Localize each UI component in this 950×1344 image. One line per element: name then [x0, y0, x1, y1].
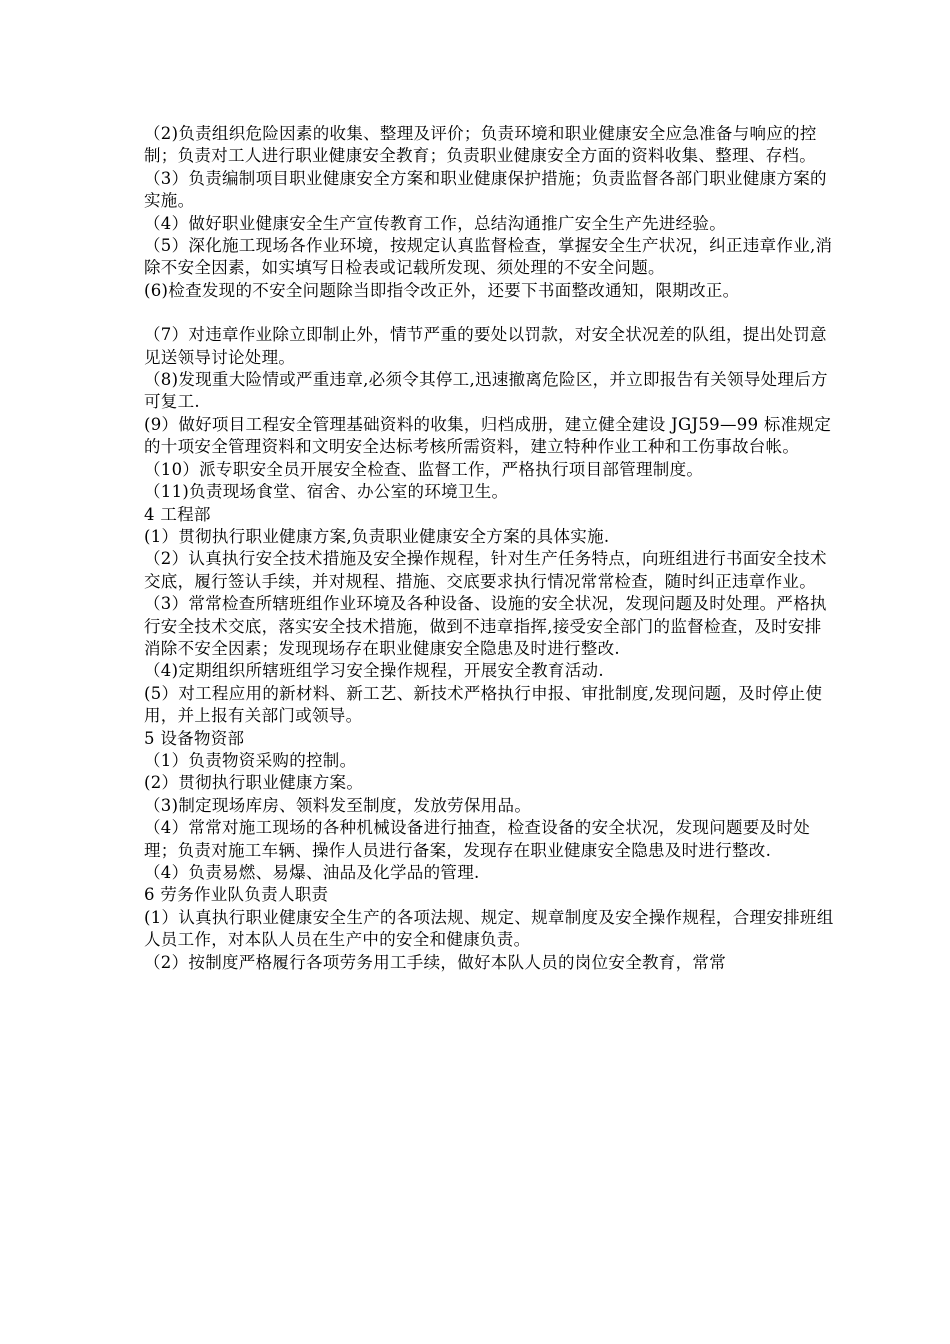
paragraph: （4）做好职业健康安全生产宣传教育工作，总结沟通推广安全生产先进经验。 [144, 213, 726, 233]
paragraph: （10）派专职安全员开展安全检查、监督工作，严格执行项目部管理制度。 [144, 459, 704, 479]
paragraph: （3）负责编制项目职业健康安全方案和职业健康保护措施；负责监督各部门职业健康方案的实施。 [144, 168, 827, 211]
document-body [144, 123, 834, 974]
section-heading: 5 设备物资部 [144, 728, 245, 748]
paragraph: （11)负责现场食堂、宿舍、办公室的环境卫生。 [144, 482, 509, 502]
paragraph: (9）做好项目工程安全管理基础资料的收集，归档成册，建立健全建设 JGJ59—99 标准规定的十项安全管理资料和文明安全达标考核所需资料，建立特种作业工种和工伤事故台帐。 [144, 414, 832, 457]
section-heading: 4 工程部 [144, 504, 211, 524]
paragraph: (1）贯彻执行职业健康方案,负责职业健康安全方案的具体实施. [144, 526, 610, 546]
paragraph: （4）常常对施工现场的各种机械设备进行抽查，检查设备的安全状况，发现问题要及时处理；负责对施工车辆、操作人员进行备案，发现存在职业健康安全隐患及时进行整改. [144, 818, 810, 860]
paragraph: (5）对工程应用的新材料、新工艺、新技术严格执行申报、审批制度,发现问题，及时停止使用，并上报有关部门或领导。 [144, 683, 823, 726]
paragraph: （5）深化施工现场各作业环境，按规定认真监督检查，掌握安全生产状况，纠正违章作业,消除不安全因素，如实填写日检表或记载所发现、须处理的不安全问题。 [144, 236, 833, 278]
paragraph: (2）贯彻执行职业健康方案。 [144, 773, 364, 793]
paragraph: （7）对违章作业除立即制止外，情节严重的要处以罚款，对安全状况差的队组，提出处罚意见送领导讨论处理。 [144, 325, 827, 367]
paragraph: （2）认真执行安全技术措施及安全操作规程，针对生产任务特点，向班组进行书面安全技术交底，履行签认手续，并对规程、措施、交底要求执行情况常常检查，随时纠正违章作业。 [144, 549, 827, 591]
paragraph: (6)检查发现的不安全问题除当即指令改正外，还要下书面整改通知，限期改正。 [144, 280, 740, 300]
paragraph: （8)发现重大险情或严重违章,必须令其停工,迅速撤离危险区，并立即报告有关领导处理后方可复工. [144, 370, 828, 412]
paragraph: （2)负责组织危险因素的收集、整理及评价；负责环境和职业健康安全应急准备与响应的控制；负责对工人进行职业健康安全教育；负责职业健康安全方面的资料收集、整理、存档。 [144, 124, 817, 166]
paragraph: （2）按制度严格履行各项劳务用工手续，做好本队人员的岗位安全教育，常常 [144, 952, 726, 972]
paragraph: （3）常常检查所辖班组作业环境及各种设备、设施的安全状况，发现问题及时处理。严格执行安全技术交底，落实安全技术措施，做到不违章指挥,接受安全部门的监督检查，及时安排消除不安全因素；发现现场存在职业健康安全隐患及时进行整改. [144, 594, 827, 658]
section-heading: 6 劳务作业队负责人职责 [144, 885, 329, 905]
blank-line [144, 302, 834, 324]
paragraph: （4）负责易燃、易爆、油品及化学品的管理. [144, 863, 480, 882]
paragraph: （1）负责物资采购的控制。 [144, 750, 357, 770]
paragraph: (1）认真执行职业健康安全生产的各项法规、规定、规章制度及安全操作规程，合理安排班组人员工作，对本队人员在生产中的安全和健康负责。 [144, 907, 834, 950]
paragraph: （3)制定现场库房、领料发至制度，发放劳保用品。 [144, 795, 532, 815]
paragraph: （4)定期组织所辖班组学习安全操作规程，开展安全教育活动. [144, 661, 604, 681]
